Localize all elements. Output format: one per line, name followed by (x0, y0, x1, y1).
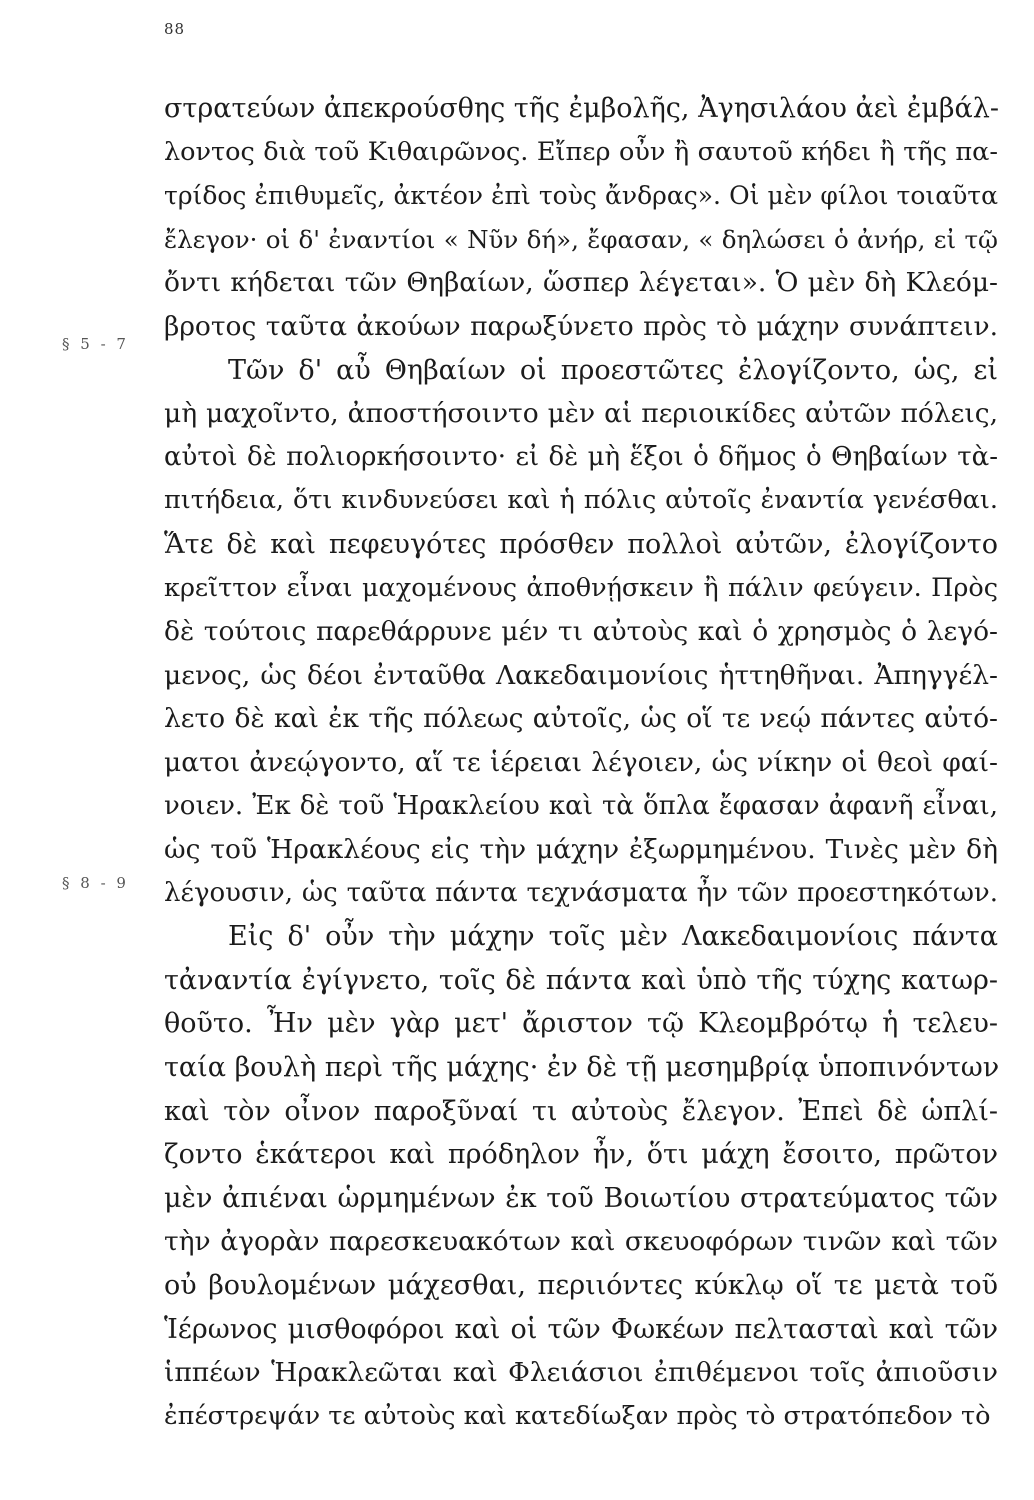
text-line: μὴ μαχοῖντο, ἀποστήσοιντο μὲν αἱ περιοικίδες αὐτῶν πόλεις, (164, 398, 998, 430)
text-line: ὡς τοῦ Ἡρακλέους εἰς τὴν μάχην ἐξωρμημένου. Τινὲς μὲν δὴ (164, 834, 998, 866)
text-line: οὐ βουλομένων μάχεσθαι, περιιόντες κύκλῳ οἵ τε μετὰ τοῦ (164, 1270, 998, 1302)
text-line: βροτος ταῦτα ἀκούων παρωξύνετο πρὸς τὸ μάχην συνάπτειν. (164, 310, 998, 342)
text-line: θοῦτο. Ἦν μὲν γὰρ μετ' ἄριστον τῷ Κλεομβρότῳ ἡ τελευ- (164, 1008, 998, 1040)
text-line: ἐπέστρεψάν τε αὐτοὺς καὶ κατεδίωξαν πρὸς τὸ στρατόπεδον τὸ (164, 1400, 991, 1431)
text-line: λοντος διὰ τοῦ Κιθαιρῶνος. Εἴπερ οὖν ἢ σαυτοῦ κήδει ἢ τῆς πα- (164, 136, 998, 167)
text-line: καὶ τὸν οἶνον παροξῦναί τι αὐτοὺς ἔλεγον. Ἐπεὶ δὲ ὡπλί- (164, 1095, 998, 1127)
text-line: ζοντο ἑκάτεροι καὶ πρόδηλον ἦν, ὅτι μάχη ἔσοιτο, πρῶτον (164, 1139, 998, 1171)
text-line: μενος, ὡς δέοι ἐνταῦθα Λακεδαιμονίοις ἡττηθῆναι. Ἀπηγγέλ- (164, 659, 998, 691)
text-line: δὲ τούτοις παρεθάρρυνε μέν τι αὐτοὺς καὶ ὁ χρησμὸς ὁ λεγό- (164, 616, 998, 648)
text-line: Ἱέρωνος μισθοφόροι καὶ οἱ τῶν Φωκέων πελτασταὶ καὶ τῶν (164, 1313, 998, 1345)
text-line: ἔλεγον· οἱ δ' ἐναντίοι « Νῦν δή», ἔφασαν, « δηλώσει ὁ ἀνήρ, εἰ τῷ (164, 224, 998, 254)
margin-note-section-ref: § 5 - 7 (62, 335, 129, 353)
text-line: ματοι ἀνεῴγοντο, αἵ τε ἱέρειαι λέγοιεν, ὡς νίκην οἱ θεοὶ φαί- (164, 746, 998, 778)
text-line: ὄντι κήδεται τῶν Θηβαίων, ὥσπερ λέγεται». Ὁ μὲν δὴ Κλεόμ- (164, 267, 998, 299)
text-line: Ἅτε δὲ καὶ πεφευγότες πρόσθεν πολλοὶ αὐτῶν, ἐλογίζοντο (164, 528, 998, 560)
text-line: κρεῖττον εἶναι μαχομένους ἀποθνῄσκειν ἢ πάλιν φεύγειν. Πρὸς (164, 572, 998, 603)
text-line: μὲν ἀπιέναι ὡρμημένων ἐκ τοῦ Βοιωτίου στρατεύματος τῶν (164, 1182, 998, 1214)
text-line: λέγουσιν, ὡς ταῦτα πάντα τεχνάσματα ἦν τῶν προεστηκότων. (164, 877, 998, 908)
text-line: τρίδος ἐπιθυμεῖς, ἀκτέον ἐπὶ τοὺς ἄνδρας». Οἱ μὲν φίλοι τοιαῦτα (164, 181, 998, 211)
text-line: τἀναντία ἐγίγνετο, τοῖς δὲ πάντα καὶ ὑπὸ τῆς τύχης κατωρ- (164, 964, 998, 996)
text-line: νοιεν. Ἐκ δὲ τοῦ Ἡρακλείου καὶ τὰ ὅπλα ἔφασαν ἀφανῆ εἶναι, (164, 790, 998, 821)
text-line: αὐτοὶ δὲ πολιορκήσοιντο· εἰ δὲ μὴ ἕξοι ὁ δῆμος ὁ Θηβαίων τὰ- (164, 441, 998, 472)
text-line: λετο δὲ καὶ ἐκ τῆς πόλεως αὐτοῖς, ὡς οἵ τε νεῴ πάντες αὐτό- (164, 703, 998, 735)
text-line: στρατεύων ἀπεκρούσθης τῆς ἐμβολῆς, Ἀγησιλάου ἀεὶ ἐμβάλ- (164, 93, 999, 124)
text-line-paragraph-start: Τῶν δ' αὖ Θηβαίων οἱ προεστῶτες ἐλογίζοντο, ὡς, εἰ (228, 354, 998, 386)
body-text (150, 87, 998, 1438)
text-line: ταία βουλὴ περὶ τῆς μάχης· ἐν δὲ τῇ μεσημβρίᾳ ὑποπινόντων (164, 1052, 1000, 1084)
text-line: τὴν ἀγορὰν παρεσκευακότων καὶ σκευοφόρων τινῶν καὶ τῶν (164, 1226, 998, 1258)
page-number: 88 (164, 20, 186, 38)
margin-note-section-ref: § 8 - 9 (62, 874, 129, 892)
text-line: ἱππέων Ἡρακλεῶται καὶ Φλειάσιοι ἐπιθέμενοι τοῖς ἀπιοῦσιν (164, 1357, 998, 1389)
text-line-paragraph-start: Εἰς δ' οὖν τὴν μάχην τοῖς μὲν Λακεδαιμονίοις πάντα (228, 921, 998, 953)
text-line: πιτήδεια, ὅτι κινδυνεύσει καὶ ἡ πόλις αὐτοῖς ἐναντία γενέσθαι. (164, 485, 998, 516)
